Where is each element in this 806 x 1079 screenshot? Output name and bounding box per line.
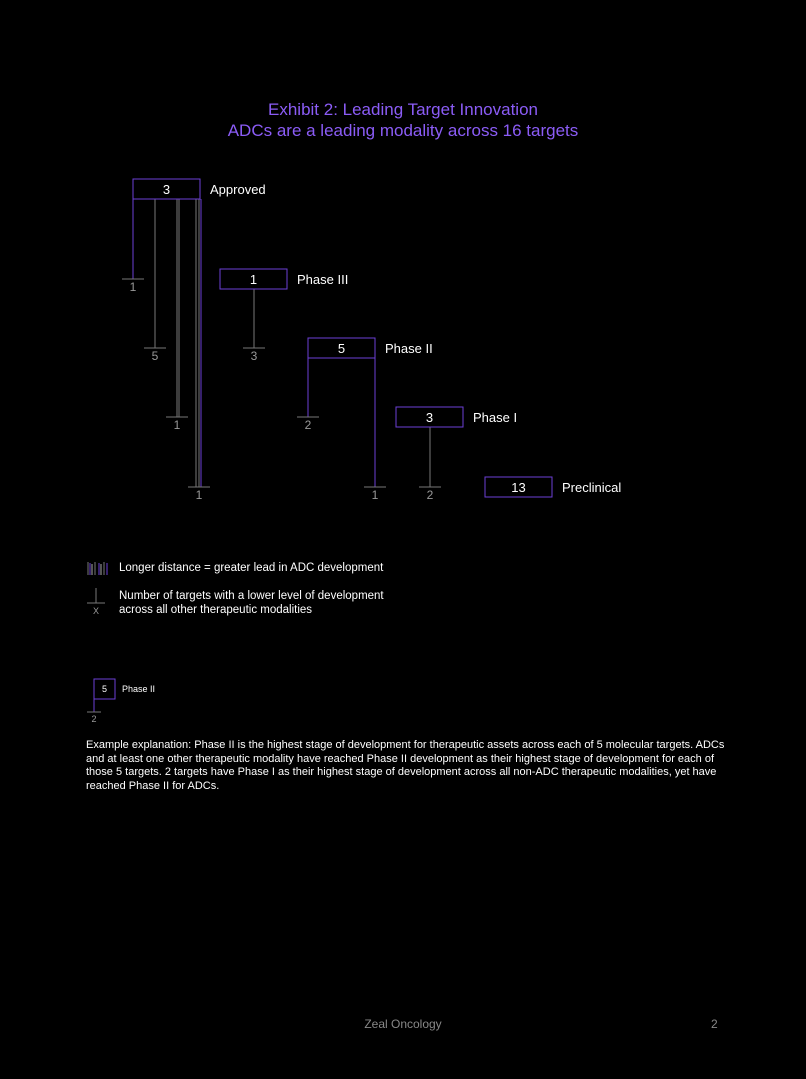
footer-brand: Zeal Oncology — [364, 1017, 442, 1031]
example-explanation: Example explanation: Phase II is the highest stage of development for therapeutic assets across each of 5 molecular targets. ADCs and at least one other therapeutic modality have reached Phase II development as their highest stage of development for each of those 5 targets. 2 targets have Phase I as their highest stage of development across all non-ADC therapeutic modalities, yet have reached Phase II for ADCs. — [86, 739, 725, 792]
legend-count-text-line2: across all other therapeutic modalities — [119, 604, 313, 616]
stage-label-phase-ii: Phase II — [385, 341, 433, 356]
stage-count-preclinical: 13 — [511, 480, 526, 495]
stage-count-phase-iii: 1 — [249, 272, 258, 287]
stage-label-phase-i: Phase I — [473, 410, 518, 425]
exhibit-subtitle: ADCs are a leading modality across 16 targets — [227, 121, 579, 140]
connector-count-phase-ii-to-preclinical: 1 — [371, 488, 379, 502]
stage-label-phase-iii: Phase III — [297, 272, 349, 287]
stage-label-approved: Approved — [210, 182, 266, 197]
stage-count-phase-i: 3 — [425, 410, 434, 425]
connector-count-approved-to-preclinical: 1 — [195, 488, 203, 502]
stage-count-approved: 3 — [162, 182, 171, 197]
example-stage-count: 5 — [101, 684, 108, 694]
page-number: 2 — [711, 1017, 718, 1031]
legend-distance-text: Longer distance = greater lead in ADC development — [119, 562, 384, 574]
connector-count-approved-to-phase-i: 1 — [173, 418, 181, 432]
legend-count-symbol: X — [92, 606, 100, 616]
connector-count-approved-to-phase-iii: 1 — [129, 280, 137, 294]
stage-count-phase-ii: 5 — [337, 341, 346, 356]
exhibit-title: Exhibit 2: Leading Target Innovation — [268, 100, 538, 119]
connector-count-phase-ii-to-phase-i: 2 — [304, 418, 312, 432]
stage-label-preclinical: Preclinical — [562, 480, 622, 495]
connector-count-phase-i-to-preclinical: 2 — [426, 488, 434, 502]
example-stage-label: Phase II — [122, 684, 156, 694]
connector-count-approved-to-phase-ii: 5 — [151, 349, 159, 363]
legend-count-text-line1: Number of targets with a lower level of development — [119, 590, 384, 602]
example-connector-count: 2 — [91, 714, 97, 724]
connector-count-phase-iii-to-phase-ii: 3 — [250, 349, 258, 363]
